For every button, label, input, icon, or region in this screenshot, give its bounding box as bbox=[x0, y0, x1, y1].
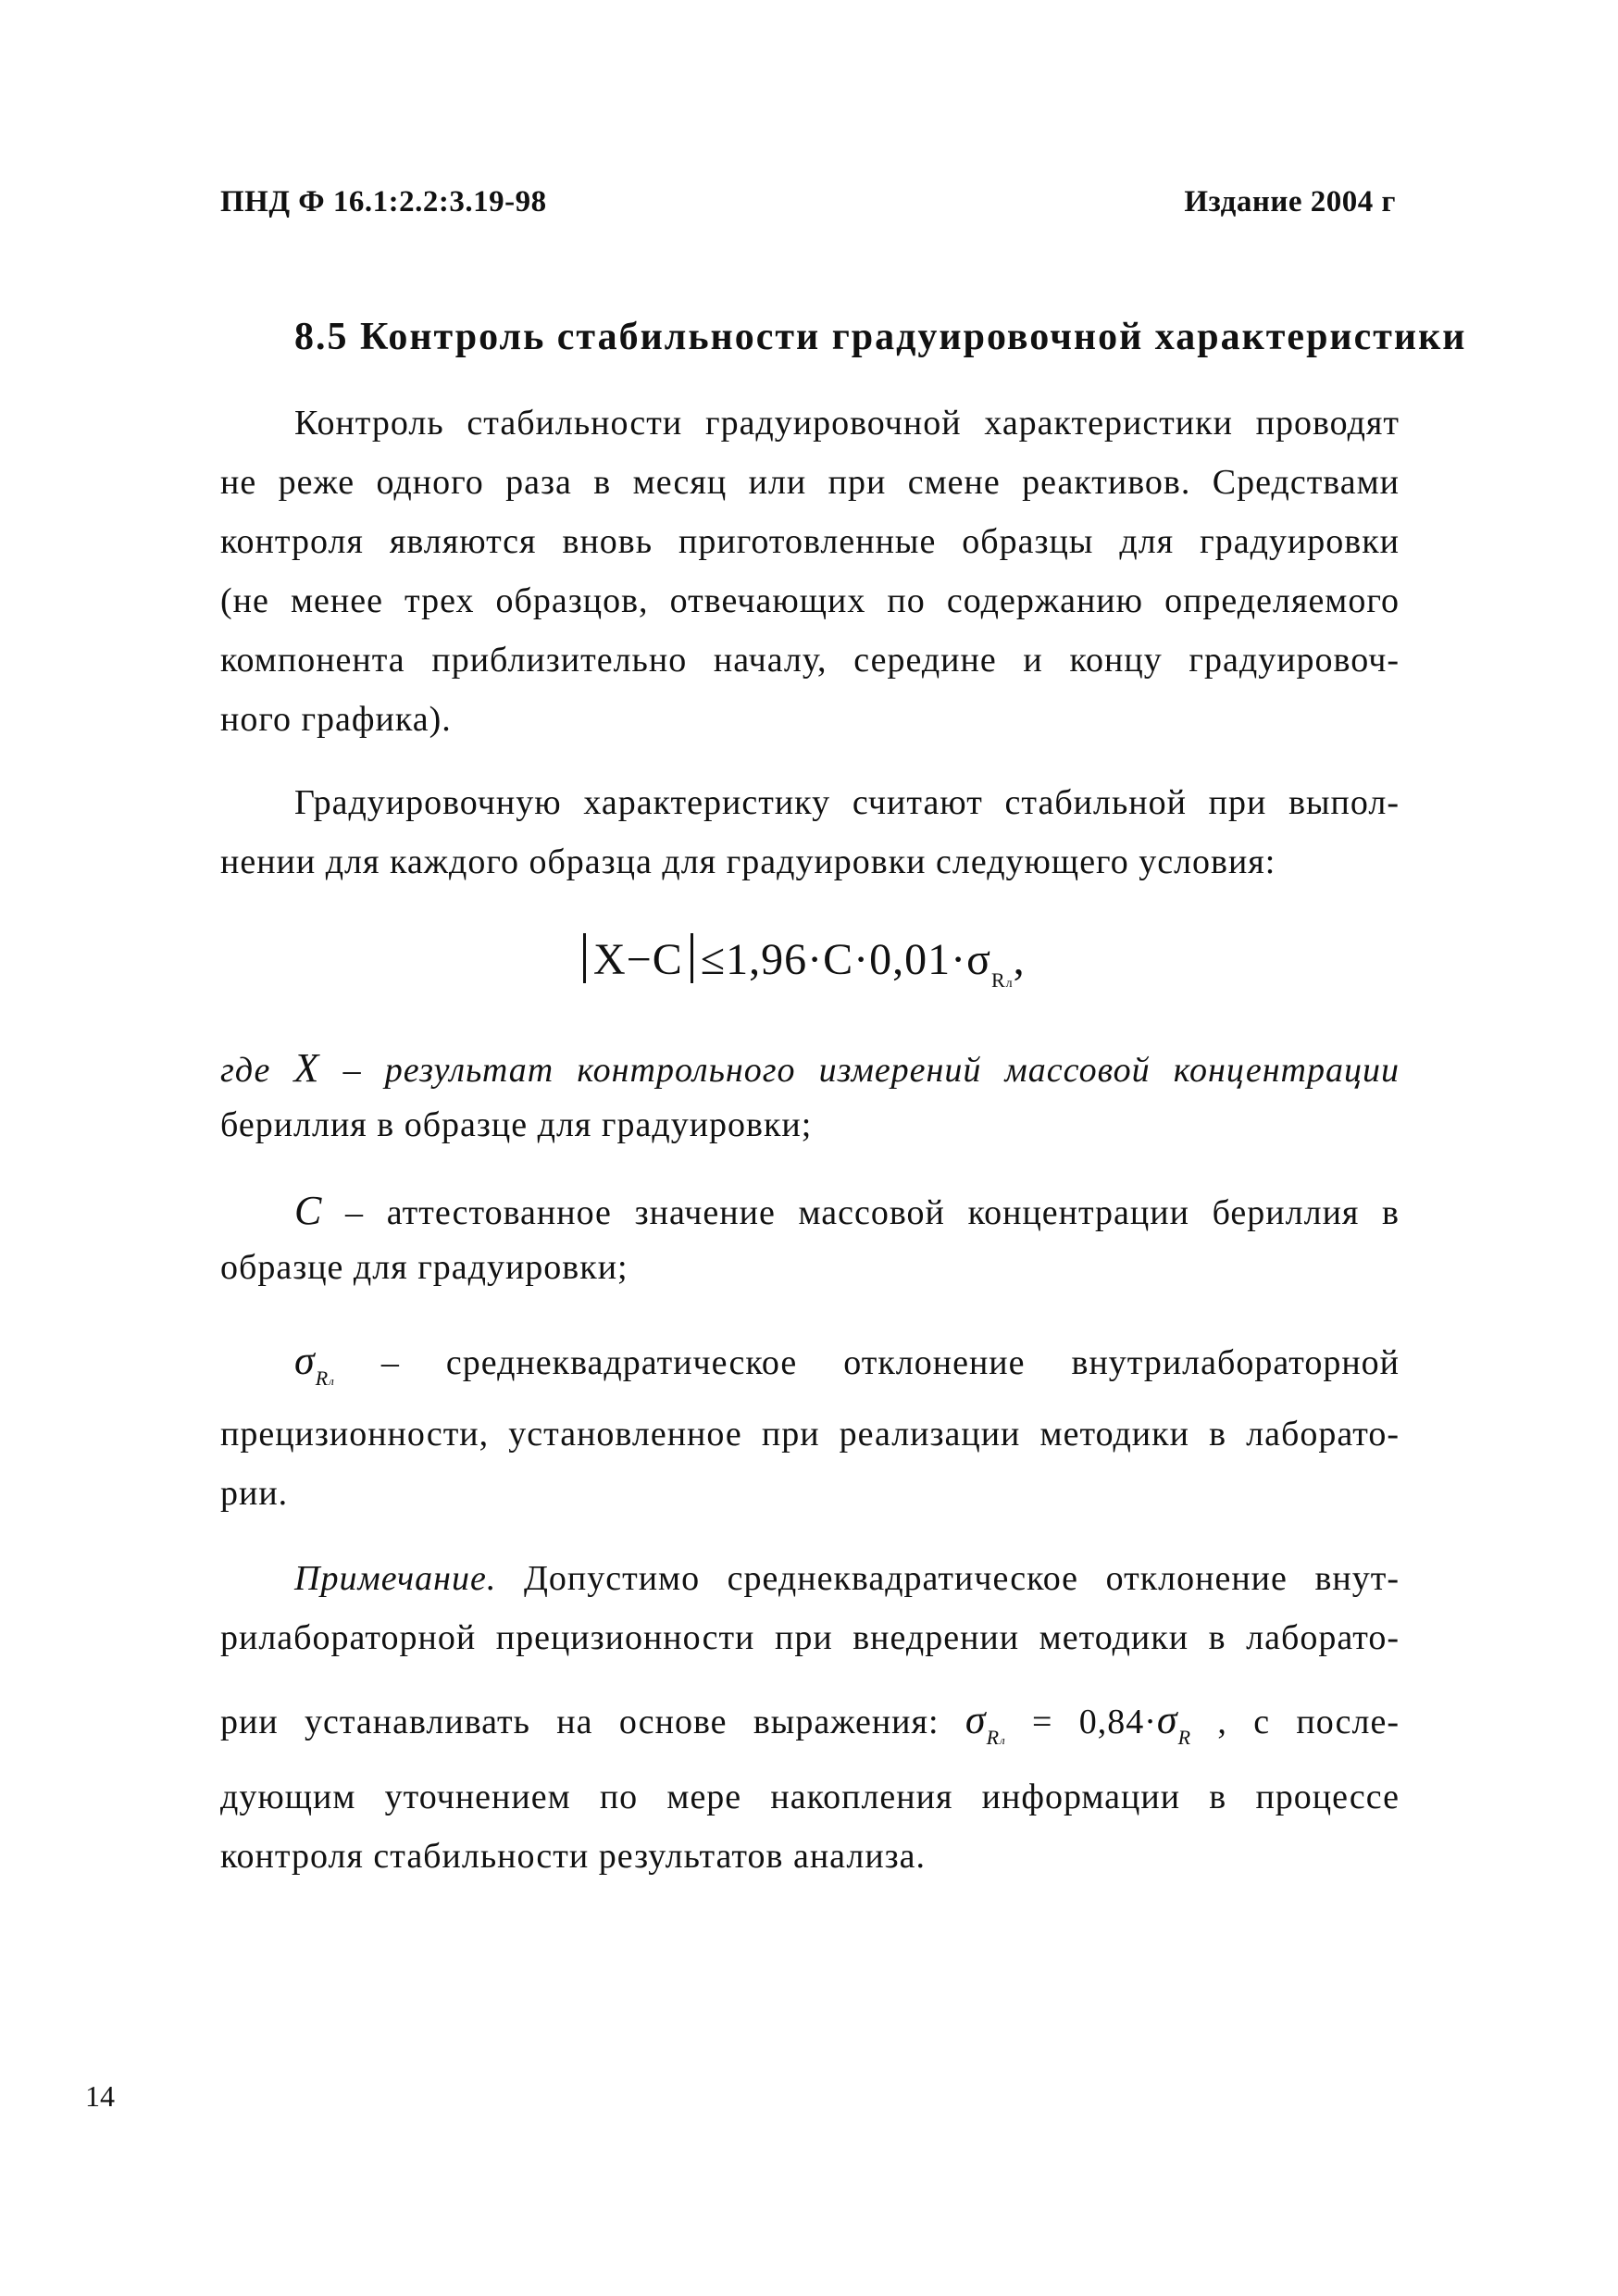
note-sigma-1: σ bbox=[965, 1697, 987, 1742]
abs-bar-left bbox=[583, 933, 586, 983]
where-sigma-line-1 bbox=[294, 1338, 1400, 1390]
note-line-5: контроля стабильности результатов анализа. bbox=[220, 1837, 927, 1876]
formula-subscript bbox=[991, 968, 1014, 992]
note-sigma-r bbox=[1156, 1697, 1192, 1749]
note-sigma-1-subscript bbox=[987, 1726, 1006, 1749]
para1-line-3: контроля являются вновь приготовленные образцы для градуировки bbox=[220, 522, 1400, 561]
document-code: ПНД Ф 16.1:2.2:3.19-98 bbox=[220, 185, 547, 218]
symbol-c: C bbox=[294, 1188, 323, 1233]
sigma-text-b: отклонение внутрилабораторной bbox=[843, 1343, 1400, 1382]
formula-tail: , bbox=[1013, 935, 1026, 984]
formula-rhs: ≤1,96·C·0,01·σ bbox=[700, 935, 991, 984]
note-line-1-text: Допустимо среднеквадратическое отклонение внут- bbox=[523, 1559, 1400, 1598]
para1-line-4: (не менее трех образцов, отвечающих по содержанию определяемого bbox=[220, 581, 1400, 620]
formula-sub-l: л bbox=[1005, 977, 1014, 991]
symbol-x: X bbox=[293, 1045, 320, 1091]
note-sigma-2: σ bbox=[1156, 1697, 1178, 1742]
where-c-line-1 bbox=[294, 1188, 1400, 1233]
note-sigma-rl bbox=[965, 1697, 1006, 1749]
sigma-sub-r: R bbox=[315, 1366, 330, 1390]
where-x-line-2: бериллия в образце для градуировки; bbox=[220, 1105, 813, 1144]
note-line-3-text-b: , с после- bbox=[1217, 1703, 1400, 1741]
formula-sub-r: R bbox=[990, 968, 1006, 992]
note-line-4: дующим уточнением по мере накопления информации в процессе bbox=[220, 1778, 1400, 1816]
where-sigma-line-3: рии. bbox=[220, 1474, 289, 1513]
para2-line-2: нении для каждого образца для градуировки следующего условия: bbox=[220, 842, 1276, 881]
sigma-text-a: – среднеквадратическое bbox=[380, 1343, 798, 1382]
where-x-line-1 bbox=[220, 1045, 1400, 1091]
para1-line-6: ного графика). bbox=[220, 700, 452, 739]
stability-condition-formula bbox=[576, 933, 1026, 992]
note-line-3 bbox=[220, 1697, 1400, 1749]
where-prefix: где bbox=[220, 1051, 271, 1090]
sigma-subscript bbox=[316, 1366, 335, 1390]
para1-line-2: не реже одного раза в месяц или при смене реактивов. Средствами bbox=[220, 463, 1400, 502]
page-number: 14 bbox=[85, 2079, 115, 2113]
formula-abs-inner: X−C bbox=[593, 935, 683, 984]
note-sigma-1-sub-r: R bbox=[986, 1726, 1001, 1749]
note-line-2: рилабораторной прецизионности при внедрении методики в лаборато- bbox=[220, 1618, 1400, 1657]
edition-label: Издание 2004 г bbox=[1184, 185, 1396, 218]
note-equation: = 0,84· bbox=[1032, 1703, 1157, 1741]
abs-bar-right bbox=[691, 933, 693, 983]
sigma-term bbox=[294, 1338, 335, 1390]
where-sigma-line-2: прецизионности, установленное при реализации методики в лаборато- bbox=[220, 1415, 1400, 1454]
sigma-sub-l: л bbox=[329, 1374, 335, 1388]
note-label: Примечание. bbox=[294, 1559, 497, 1598]
where-c-line-2: образце для градуировки; bbox=[220, 1248, 629, 1287]
note-line-3-text-a: рии устанавливать на основе выражения: bbox=[220, 1703, 940, 1741]
para2-line-1: Градуировочную характеристику считают стабильной при выпол- bbox=[294, 783, 1400, 822]
note-sigma-2-sub: R bbox=[1177, 1726, 1192, 1749]
where-c-text: – аттестованное значение массовой концентрации бериллия в bbox=[345, 1193, 1400, 1232]
symbol-sigma: σ bbox=[294, 1338, 316, 1383]
para1-line-1: Контроль стабильности градуировочной характеристики проводят bbox=[294, 404, 1400, 443]
section-title: 8.5 Контроль стабильности градуировочной характеристики bbox=[294, 316, 1467, 358]
para1-line-5: компонента приблизительно началу, середине и концу градуировоч- bbox=[220, 641, 1400, 680]
note-sigma-1-sub-l: л bbox=[1000, 1733, 1006, 1747]
where-x-text: – результат контрольного измерений массовой концентрации bbox=[342, 1051, 1400, 1090]
note-line-1 bbox=[294, 1561, 1400, 1596]
